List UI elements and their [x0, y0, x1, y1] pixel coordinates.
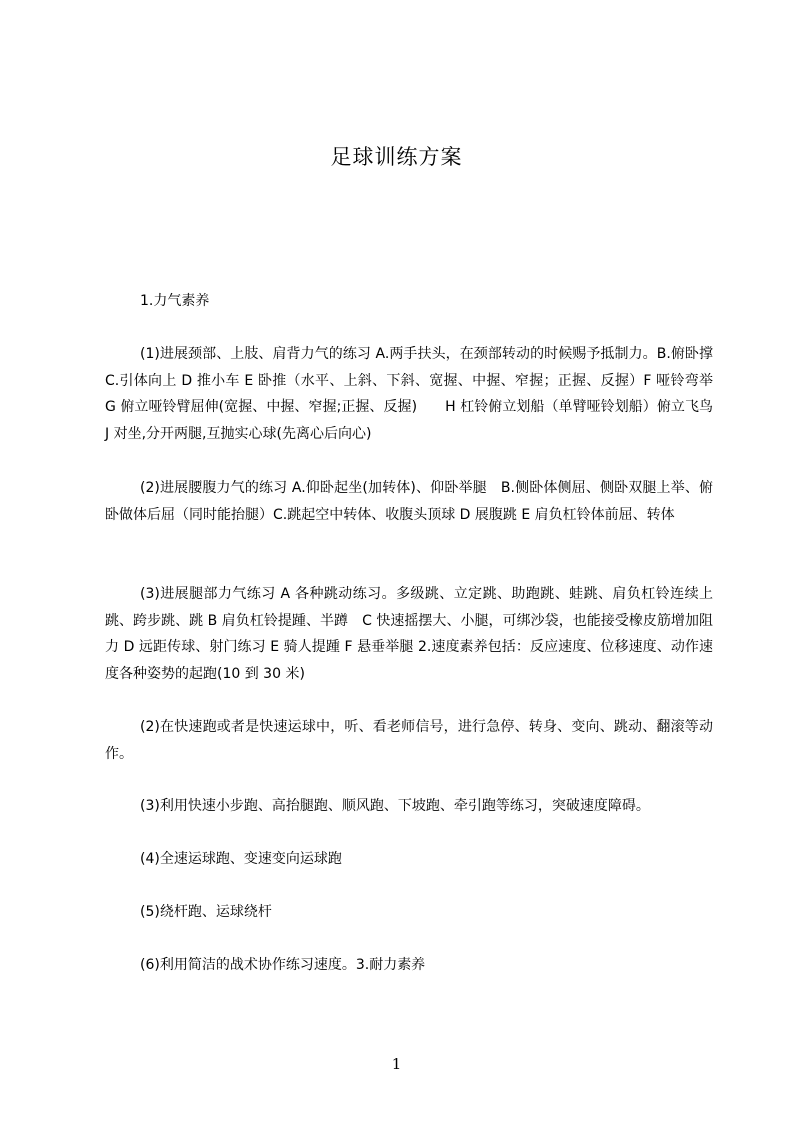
page-number: 1 [391, 1055, 402, 1073]
paragraph-waist-abdomen-training: (2)进展腰腹力气的练习 A.仰卧起坐(加转体)、仰卧举腿 B.侧卧体侧屈、侧卧双腿上举、俯卧做体后屈（同时能抬腿）C.跳起空中转体、收腹头顶球 D 展腹跳 E 肩负杠铃体前屈、转体 [105, 480, 713, 523]
document-title: 足球训练方案 [330, 145, 463, 169]
paragraph-signal-reaction-drills: (2)在快速跑或者是快速运球中，听、看老师信号，进行急停、转身、变向、跳动、翻滚等动作。 [105, 719, 713, 762]
paragraph-dribble-running: (4)全速运球跑、变速变向运球跑 [140, 851, 342, 867]
paragraph-leg-training-and-speed: (3)进展腿部力气练习 A 各种跳动练习。多级跳、立定跳、助跑跳、蛙跳、肩负杠铃连续上跳、跨步跳、跳 B 肩负杠铃提踵、半蹲 C 快速摇摆大、小腿，可绑沙袋，也能接受橡皮筋增加阻力 D 远距传球、射门练习 E 骑人提踵 F 悬垂举腿 2.速度素养包括：反应速度、位移速度、动作速度各种姿势的起跑(10 到 30 米) [105, 586, 713, 682]
paragraph-speed-barrier-drills: (3)利用快速小步跑、高抬腿跑、顺风跑、下坡跑、牵引跑等练习，突破速度障碍。 [140, 798, 650, 814]
section-heading-strength: 1.力气素养 [140, 293, 210, 309]
paragraph-tactical-speed-and-endurance: (6)利用简洁的战术协作练习速度。3.耐力素养 [140, 957, 426, 973]
paragraph-neck-upper-limb-training: (1)进展颈部、上肢、肩背力气的练习 A.两手扶头，在颈部转动的时候赐予抵制力。B.俯卧撑 C.引体向上 D 推小车 E 卧推（水平、上斜、下斜、宽握、中握、窄握；正握、反握）F 哑铃弯举 G 俯立哑铃臂屈伸(宽握、中握、窄握;正握、反握) H 杠铃俯立划船（单臂哑铃划船）俯立飞鸟 J 对坐,分开两腿,互抛实心球(先离心后向心) [105, 346, 713, 442]
paragraph-pole-running: (5)绕杆跑、运球绕杆 [140, 904, 272, 920]
